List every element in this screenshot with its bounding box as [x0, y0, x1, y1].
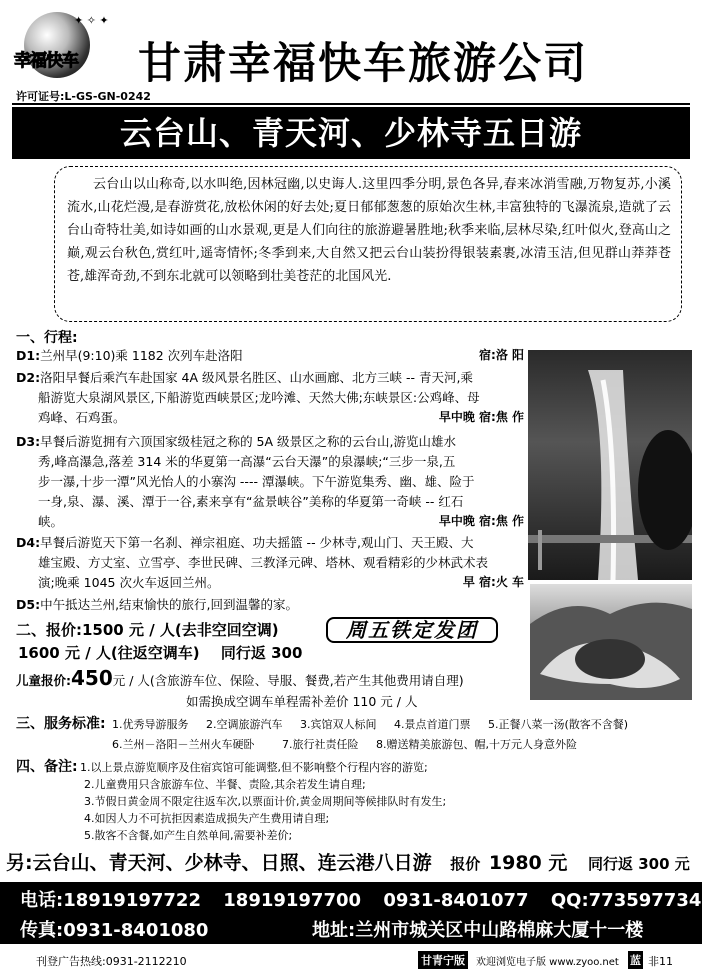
address: 地址:兰州市城关区中山路棉麻大厦十一楼: [312, 920, 644, 941]
day-stay: 早中晚 宿:焦 作: [438, 514, 524, 528]
phone-number: 18919197722: [63, 890, 201, 911]
child-text: 元 / 人(含旅游车位、保险、导服、餐费,若产生其他费用请自理): [112, 673, 464, 688]
intro-box: 云台山以山称奇,以水叫绝,因林冠幽,以史诲人.这里四季分明,景色各异,春来冰消雪融,万物复苏,小溪流水,山花烂漫,是春游赏花,放松休闲的好去处;夏日郁郁葱葱的原始次生林,丰富独特的飞瀑流泉,造就了云台山奇特壮美,如诗如画的山水景观,更是人们向往的旅游避暑胜地;秋季来临,层林尽染,红叶似火,登高山之巅,观云台秋色,赏红叶,遥寄情怀;冬季到来,大自然又把云台山装扮得银装素裹,冰清玉洁,但见群山莽莽苍苍,雄浑奇劲,不到东北就可以领略到壮美苍茫的北国风光.: [54, 166, 682, 322]
ac-note: 如需换成空调车单程需补差价 110 元 / 人: [186, 694, 418, 709]
price-line-2: [18, 642, 302, 663]
page-badge: 蓝: [628, 951, 643, 969]
license-number: 许可证号:L-GS-GN-0242: [16, 90, 151, 103]
river-gorge-photo: [530, 584, 692, 700]
waterfall-photo: [528, 350, 692, 580]
day-text: 峡。: [38, 514, 64, 529]
notes-heading: 四、备注:: [16, 759, 78, 775]
promo-name: 云台山、青天河、少林寺、日照、连云港八日游: [32, 852, 432, 874]
notes-list: [80, 759, 640, 844]
note-item: 3.节假日黄金周不限定往返车次,以票面计价,黄金周期间等候排队时有发生;: [84, 795, 447, 808]
company-logo: [14, 6, 124, 86]
note-item: 1.以上景点游览顺序及住宿宾馆可能调整,但不影响整个行程内容的游览;: [80, 761, 428, 774]
day-2: [16, 368, 524, 428]
edition-badge: 甘青宁版: [418, 951, 468, 969]
service-item: 5.正餐八菜一汤(散客不含餐): [488, 718, 629, 731]
service-item: 2.空调旅游汽车: [206, 718, 283, 731]
day-4: [16, 533, 524, 593]
qq-number: QQ:773597734: [550, 890, 702, 911]
day-3: [16, 432, 524, 532]
promo-price-label: 报价: [450, 855, 481, 873]
price-line-1: [16, 619, 279, 640]
day-label: D1:: [16, 348, 41, 363]
phone-number: 18919197700: [223, 890, 362, 911]
service-item: 3.宾馆双人标间: [300, 718, 377, 731]
service-item: 8.赠送精美旅游包、帽,十万元人身意外险: [376, 738, 577, 751]
day-5: [16, 595, 524, 615]
price-value: 1600 元 / 人(往返空调车): [18, 644, 200, 662]
day-stay: 早 宿:火 车: [462, 575, 524, 589]
child-amount: 450: [71, 666, 113, 690]
service-item: 4.景点首道门票: [394, 718, 471, 731]
day-label: D5:: [16, 597, 41, 612]
day-text: 雄宝殿、方丈室、立雪亭、李世民碑、三教泽元碑、塔林、观看精彩的少林武术表: [38, 555, 489, 570]
day-label: D4:: [16, 535, 41, 550]
day-text: 演;晚乘 1045 次火车返回兰州。: [38, 575, 220, 590]
price-heading: 二、报价:: [16, 621, 82, 639]
promo-rebate: 同行返 300 元: [588, 855, 690, 873]
day-label: D2:: [16, 370, 41, 385]
child-price: [16, 666, 464, 690]
day-text: 步一瀑,十步一潭”风光怡人的小寨沟 ---- 潭瀑峡。下午游览集秀、幽、雄、险于: [38, 474, 475, 489]
day-text: 中午抵达兰州,结束愉快的旅行,回到温馨的家。: [40, 597, 299, 612]
site-text: 欢迎浏览电子版 www.zyoo.net: [476, 957, 619, 968]
tour-title: 云台山、青天河、少林寺五日游: [12, 107, 690, 159]
promo-price: 1980 元: [488, 852, 568, 874]
page-number: 非11: [648, 955, 673, 968]
note-item: 5.散客不含餐,如产生自然单间,需要补差价;: [84, 829, 293, 842]
fax-number: 0931-8401080: [63, 920, 209, 941]
day-stay: 早中晚 宿:焦 作: [438, 410, 524, 424]
service-item: 1.优秀导游服务: [112, 718, 189, 731]
footer: [0, 948, 702, 970]
departure-stamp: 周五铁定发团: [326, 617, 498, 643]
day-text: 一身,泉、瀑、溪、潭于一谷,素来享有“盆景峡谷”美称的华夏第一奇峡 -- 红石: [38, 494, 464, 509]
fax-line: [20, 916, 208, 942]
day-text: 船游览大泉湖风景区,下船游览西峡景区;龙吟滩、天然大佛;东峡景区:公鸡峰、母: [38, 390, 480, 405]
promo-prefix: 另:: [6, 852, 33, 874]
itinerary-heading: 一、行程:: [16, 330, 78, 346]
services-heading: 三、服务标准:: [16, 716, 106, 732]
services-row-2: [112, 736, 577, 753]
fax-label: 传真:: [20, 920, 64, 941]
day-1: [16, 346, 524, 366]
service-item: 7.旅行社责任险: [282, 738, 359, 751]
note-item: 4.如因人力不可抗拒因素造成损失产生费用请自理;: [84, 812, 330, 825]
services-row-1: [112, 716, 628, 733]
day-text: 兰州早(9:10)乘 1182 次列车赴洛阳: [40, 348, 243, 363]
day-text: 早餐后游览天下第一名刹、禅宗祖庭、功夫摇篮 -- 少林寺,观山门、天王殿、大: [40, 535, 474, 550]
day-text: 秀,峰高瀑急,落差 314 米的华夏第一高瀑“云台天瀑”的泉瀑峡;“三步一泉,五: [38, 454, 456, 469]
service-item: 6.兰州－洛阳－兰州火车硬卧: [112, 738, 255, 751]
promo-line: [6, 848, 690, 875]
divider: [12, 103, 690, 105]
child-label: 儿童报价:: [16, 673, 71, 688]
price-value: 1500 元 / 人(去非空回空调): [82, 621, 279, 639]
birds-icon: ✦ ✧ ✦: [74, 14, 109, 27]
phone-label: 电话:: [20, 890, 64, 911]
phone-number: 0931-8401077: [383, 890, 529, 911]
day-stay: 宿:洛 阳: [479, 348, 524, 362]
day-text: 鸡峰、石鸡蛋。: [38, 410, 126, 425]
contact-bar: [0, 882, 702, 944]
phone-line: [20, 886, 701, 912]
day-text: 早餐后游览拥有六顶国家级桂冠之称的 5A 级景区之称的云台山,游览山雄水: [40, 434, 457, 449]
ad-hotline: 刊登广告热线:0931-2112210: [36, 955, 187, 968]
price-rebate: 同行返 300: [220, 644, 303, 662]
note-item: 2.儿童费用只含旅游车位、半餐、责险,其余若发生请自理;: [84, 778, 366, 791]
logo-text: 幸福快车: [14, 51, 78, 71]
day-label: D3:: [16, 434, 41, 449]
company-name: 甘肃幸福快车旅游公司: [138, 39, 588, 89]
day-text: 洛阳早餐后乘汽车赴国家 4A 级风景名胜区、山水画廊、北方三峡 -- 青天河,乘: [40, 370, 473, 385]
